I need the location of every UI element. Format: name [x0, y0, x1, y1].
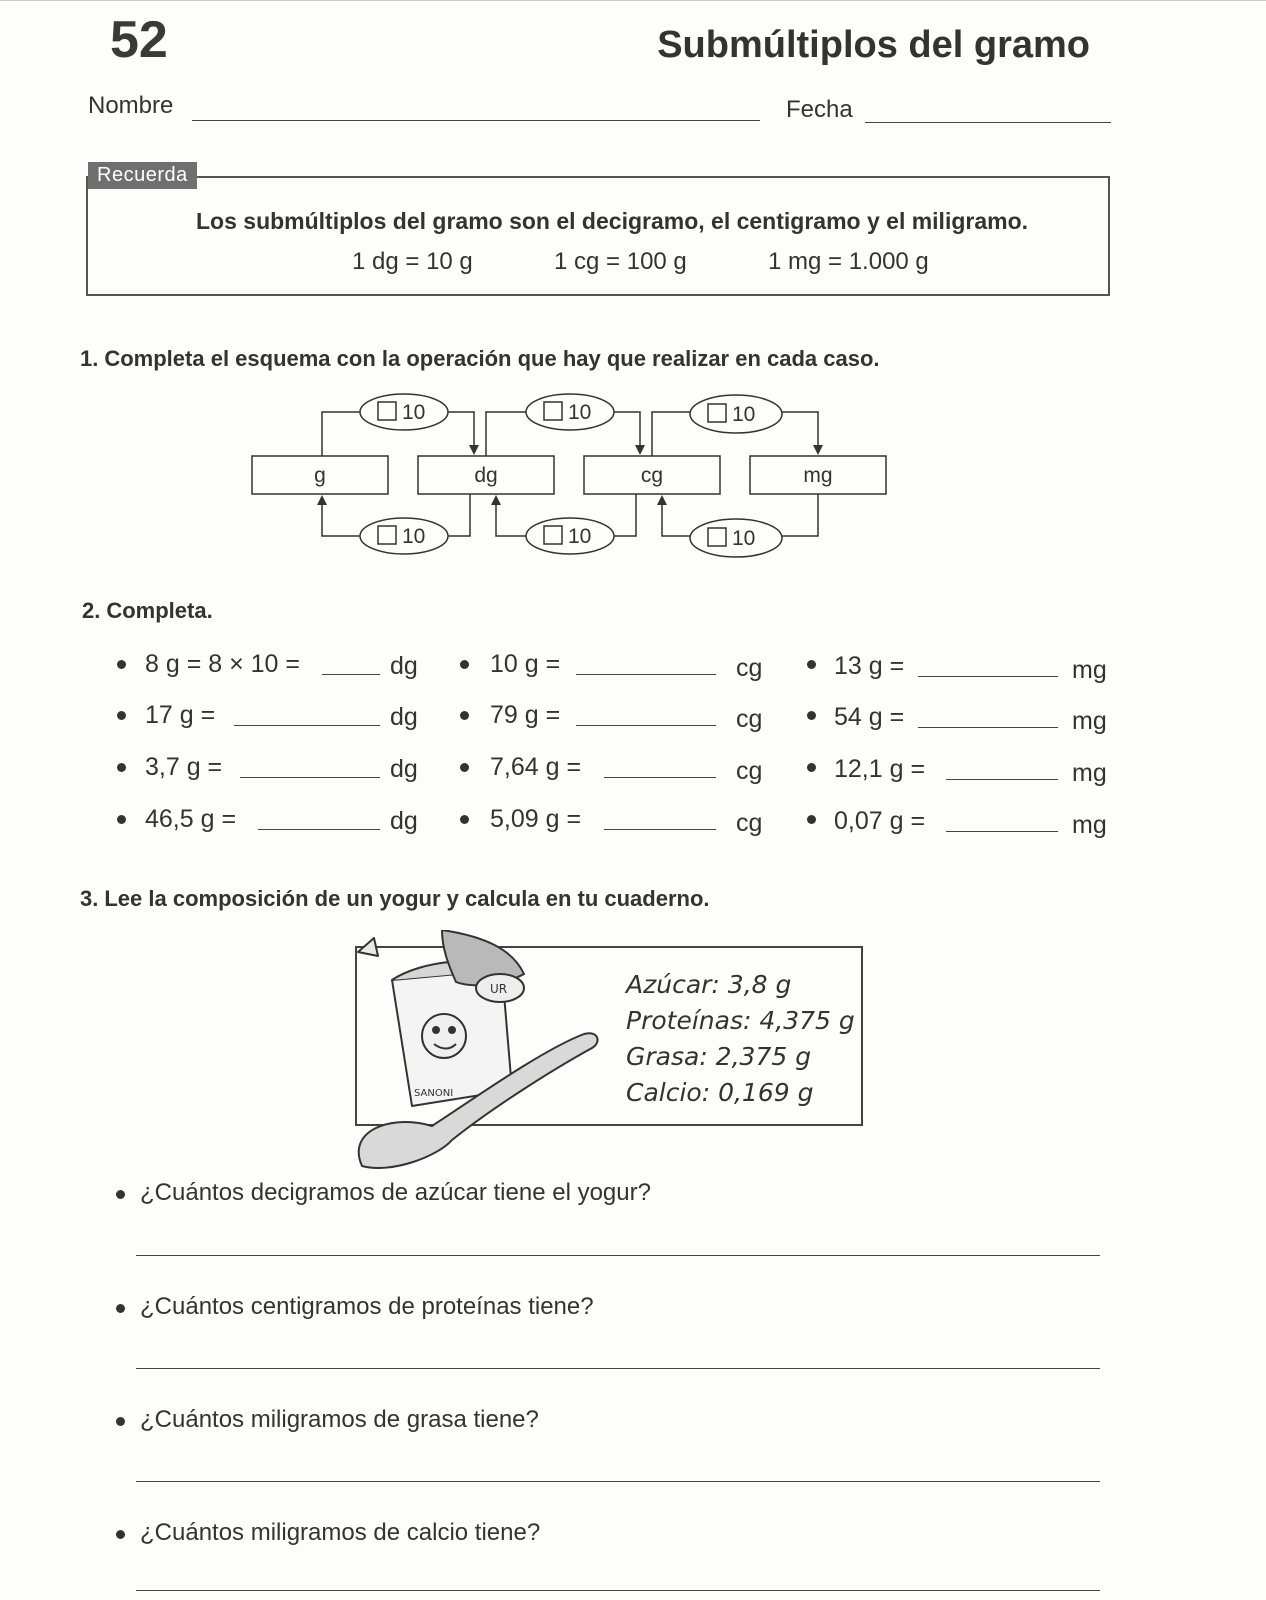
unit-label-mg: mg [803, 464, 833, 487]
question-2-number: 2. [82, 598, 101, 623]
composition-protein: Proteínas: 4,375 g [626, 1006, 855, 1035]
recuerda-box [86, 176, 1110, 296]
exercise-expression: 17 g = [145, 701, 216, 729]
operation-value-bottom-3: 10 [732, 527, 756, 550]
answer-blank[interactable] [604, 777, 716, 778]
unit-label-cg: cg [640, 464, 664, 487]
bullet [116, 1530, 125, 1539]
question-3-text: Lee la composición de un yogur y calcula en tu cuaderno. [104, 886, 710, 911]
operation-value-bottom-1: 10 [402, 525, 426, 548]
exercise-expression: 13 g = [834, 652, 905, 680]
bullet [460, 815, 469, 824]
exercise-unit: dg [390, 703, 418, 731]
recuerda-text: Los submúltiplos del gramo son el decigramo, el centigramo y el miligramo. [196, 208, 1029, 234]
subquestion-4: ¿Cuántos miligramos de calcio tiene? [140, 1519, 541, 1546]
subquestion-1: ¿Cuántos decigramos de azúcar tiene el yogur? [140, 1179, 651, 1206]
question-1-text: Completa el esquema con la operación que hay que realizar en cada caso. [104, 346, 880, 371]
exercise-expression: 8 g = 8 × 10 = [145, 650, 300, 678]
equation-cg: 1 cg = 100 g [554, 248, 687, 275]
connector-top-1-right [446, 412, 474, 450]
name-field[interactable] [192, 120, 760, 121]
answer-blank[interactable] [576, 674, 716, 675]
bullet [117, 763, 126, 772]
bullet [807, 711, 816, 720]
answer-blank[interactable] [576, 725, 716, 726]
question-1-number: 1. [80, 346, 99, 371]
bullet [116, 1417, 125, 1426]
bullet [117, 711, 126, 720]
composition-sugar: Azúcar: 3,8 g [626, 970, 792, 999]
question-2-text: Completa. [106, 598, 213, 623]
operation-value-top-2: 10 [568, 401, 592, 424]
unit-label-dg: dg [474, 464, 498, 487]
answer-blank[interactable] [234, 725, 380, 726]
conversion-scheme [250, 388, 910, 578]
subquestion-3: ¿Cuántos miligramos de grasa tiene? [140, 1406, 539, 1433]
operation-value-top-1: 10 [402, 401, 426, 424]
exercise-expression: 0,07 g = [834, 807, 926, 835]
bullet [116, 1304, 125, 1313]
page-title: Submúltiplos del gramo [657, 24, 1090, 66]
answer-line-1[interactable] [136, 1255, 1100, 1256]
exercise-unit: cg [736, 705, 763, 733]
operation-value-top-3: 10 [732, 403, 756, 426]
exercise-expression: 46,5 g = [145, 805, 237, 833]
bullet [460, 660, 469, 669]
exercise-unit: mg [1072, 759, 1107, 787]
answer-blank[interactable] [604, 829, 716, 830]
question-3-title [80, 886, 710, 912]
answer-line-4[interactable] [136, 1590, 1100, 1591]
top-border [0, 0, 1266, 1]
connector-bottom-2-left [496, 500, 526, 536]
mascot-face [422, 1014, 466, 1058]
question-2-title [82, 598, 213, 624]
connector-bottom-1-left [322, 500, 362, 536]
connector-bottom-1-right [446, 494, 470, 536]
exercise-expression: 54 g = [834, 703, 905, 731]
exercise-unit: cg [736, 809, 763, 837]
exercise-expression: 10 g = [490, 650, 561, 678]
connector-top-2-left [486, 412, 526, 456]
connector-top-3-right [778, 412, 818, 450]
exercise-unit: mg [1072, 656, 1107, 684]
page-number: 52 [110, 11, 168, 69]
recuerda-tag: Recuerda [88, 162, 197, 189]
bullet [807, 660, 816, 669]
bullet [807, 763, 816, 772]
exercise-expression: 79 g = [490, 701, 561, 729]
answer-blank[interactable] [918, 676, 1058, 677]
exercise-unit: dg [390, 652, 418, 680]
exercise-expression: 12,1 g = [834, 755, 926, 783]
subquestion-2: ¿Cuántos centigramos de proteínas tiene? [140, 1293, 594, 1320]
exercise-unit: cg [736, 654, 763, 682]
bullet [117, 660, 126, 669]
connector-top-1-left [322, 412, 362, 456]
connector-bottom-2-right [612, 494, 636, 536]
equation-mg: 1 mg = 1.000 g [768, 248, 929, 275]
question-1-title [80, 346, 880, 372]
answer-blank[interactable] [240, 777, 380, 778]
composition-fat: Grasa: 2,375 g [626, 1042, 812, 1071]
connector-bottom-3-left [662, 500, 692, 536]
exercise-expression: 5,09 g = [490, 805, 582, 833]
bullet [117, 815, 126, 824]
answer-line-2[interactable] [136, 1368, 1100, 1369]
bullet [116, 1190, 125, 1199]
answer-blank[interactable] [322, 674, 380, 675]
answer-line-3[interactable] [136, 1481, 1100, 1482]
exercise-expression: 3,7 g = [145, 753, 223, 781]
bullet [460, 763, 469, 772]
exercise-unit: mg [1072, 707, 1107, 735]
date-label: Fecha [786, 96, 853, 123]
answer-blank[interactable] [258, 829, 380, 830]
exercise-unit: cg [736, 757, 763, 785]
answer-blank[interactable] [946, 831, 1058, 832]
exercise-expression: 7,64 g = [490, 753, 582, 781]
date-field[interactable] [865, 122, 1111, 123]
connector-top-2-right [612, 412, 640, 450]
bullet [460, 711, 469, 720]
exercise-unit: dg [390, 755, 418, 783]
exercise-unit: mg [1072, 811, 1107, 839]
yogurt-brand-text: SANONI [414, 1088, 454, 1099]
bullet [807, 815, 816, 824]
exercise-unit: dg [390, 807, 418, 835]
connector-top-3-left [652, 412, 692, 456]
question-3-number: 3. [80, 886, 99, 911]
yogurt-logo-text: UR [490, 982, 508, 996]
yogurt-illustration [352, 930, 652, 1170]
name-label: Nombre [88, 92, 174, 119]
answer-blank[interactable] [946, 779, 1058, 780]
equation-dg: 1 dg = 10 g [352, 248, 473, 275]
answer-blank[interactable] [918, 727, 1058, 728]
connector-bottom-3-right [778, 494, 818, 536]
operation-value-bottom-2: 10 [568, 525, 592, 548]
unit-label-g: g [314, 464, 326, 487]
composition-calcium: Calcio: 0,169 g [626, 1078, 814, 1107]
